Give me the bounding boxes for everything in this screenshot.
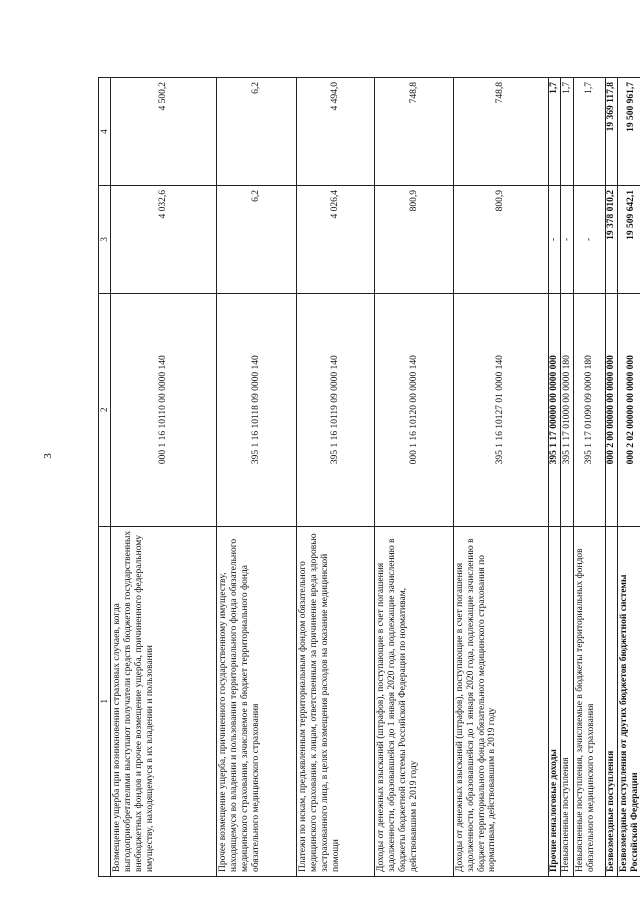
row-value-col3: 4 026,4 (297, 185, 375, 293)
row-value-col4: 1,7 (561, 78, 574, 186)
column-header-1: 1 (99, 526, 111, 876)
row-code: 000 2 02 00000 00 0000 000 (618, 293, 640, 526)
row-value-col4: 6,2 (216, 78, 296, 186)
row-value-col4: 748,8 (375, 78, 453, 186)
row-value-col3: 19 378 010,2 (605, 185, 618, 293)
row-value-col3: 19 509 642,1 (618, 185, 640, 293)
row-value-col4: 1,7 (574, 78, 606, 186)
row-name: Доходы от денежных взысканий (штрафов), поступающие в счет погашения задолженности, образовавшейся до 1 января 2020 года, подлежащие зачислению в бюджеты бюджетной системы Российской Федерации по нормативам, действовавшим в 2019 году (375, 526, 453, 876)
table-row (548, 78, 561, 877)
row-code: 395 1 17 01090 09 0000 180 (574, 293, 606, 526)
table-row (297, 78, 375, 877)
table-row (561, 78, 574, 877)
budget-revenue-table (98, 77, 640, 877)
table-row (375, 78, 453, 877)
row-code: 395 1 16 10119 09 0000 140 (297, 293, 375, 526)
row-value-col4: 19 369 117,8 (605, 78, 618, 186)
row-value-col4: 19 500 961,7 (618, 78, 640, 186)
row-code: 395 1 16 10118 09 0000 140 (216, 293, 296, 526)
table-row (111, 78, 217, 877)
row-name: Возмещение ущерба при возникновении страховых случаев, когда выгодоприобретателями выступают получатели средств бюджетов государственных внебюджетных фондов и прочее возмещение ущерба, причиненного федеральному имуществу, находящемуся в их владении и пользовании (111, 526, 217, 876)
page-number: 3 (42, 453, 54, 459)
column-header-4: 4 (99, 78, 111, 186)
row-value-col3: 800,9 (375, 185, 453, 293)
row-value-col4: 748,8 (453, 78, 548, 186)
row-value-col4: 4 500,2 (111, 78, 217, 186)
table-row (618, 78, 640, 877)
row-value-col3: - (548, 185, 561, 293)
row-value-col3: - (561, 185, 574, 293)
row-name: Невыясненные поступления (561, 526, 574, 876)
row-value-col3: 800,9 (453, 185, 548, 293)
table-row (605, 78, 618, 877)
row-code: 395 1 16 10127 01 0000 140 (453, 293, 548, 526)
rotated-table-container (98, 77, 640, 877)
row-code: 395 1 17 00000 00 0000 000 (548, 293, 561, 526)
row-code: 000 2 00 00000 00 0000 000 (605, 293, 618, 526)
row-value-col4: 1,7 (548, 78, 561, 186)
row-name: Платежи по искам, предъявленным территориальным фондом обязательного медицинского страхования, к лицам, ответственным за причинение вреда здоровью застрахованного лица, в целях возмещения расходов на оказание медицинской помощи (297, 526, 375, 876)
row-value-col3: 4 032,6 (111, 185, 217, 293)
row-code: 000 1 16 10120 00 0000 140 (375, 293, 453, 526)
row-name: Доходы от денежных взысканий (штрафов), поступающие в счет погашения задолженности, образовавшейся до 1 января 2020 года, подлежащие зачислению в бюджет территориального фонда обязательного медицинского страхования по нормативам, действовавшим в 2019 году (453, 526, 548, 876)
table-row (574, 78, 606, 877)
row-name: Прочие неналоговые доходы (548, 526, 561, 876)
row-name: Безвозмездные поступления от других бюджетов бюджетной системы Российской Федерации (618, 526, 640, 876)
column-header-2: 2 (99, 293, 111, 526)
column-header-3: 3 (99, 185, 111, 293)
row-value-col3: 6,2 (216, 185, 296, 293)
row-code: 395 1 17 01000 00 0000 180 (561, 293, 574, 526)
column-number-row (99, 78, 111, 877)
row-name: Невыясненные поступления, зачисляемые в бюджеты территориальных фондов обязательного медицинского страхования (574, 526, 606, 876)
row-name: Безвозмездные поступления (605, 526, 618, 876)
row-name: Прочее возмещение ущерба, причиненного государственному имуществу, находящемуся во владении и пользовании территориального фонда обязательного медицинского страхования, зачисляемое в бюджет территориального фонда обязательного медицинского страхования (216, 526, 296, 876)
row-value-col3: - (574, 185, 606, 293)
row-value-col4: 4 494,0 (297, 78, 375, 186)
table-row (216, 78, 296, 877)
table-row (453, 78, 548, 877)
row-code: 000 1 16 10110 00 0000 140 (111, 293, 217, 526)
